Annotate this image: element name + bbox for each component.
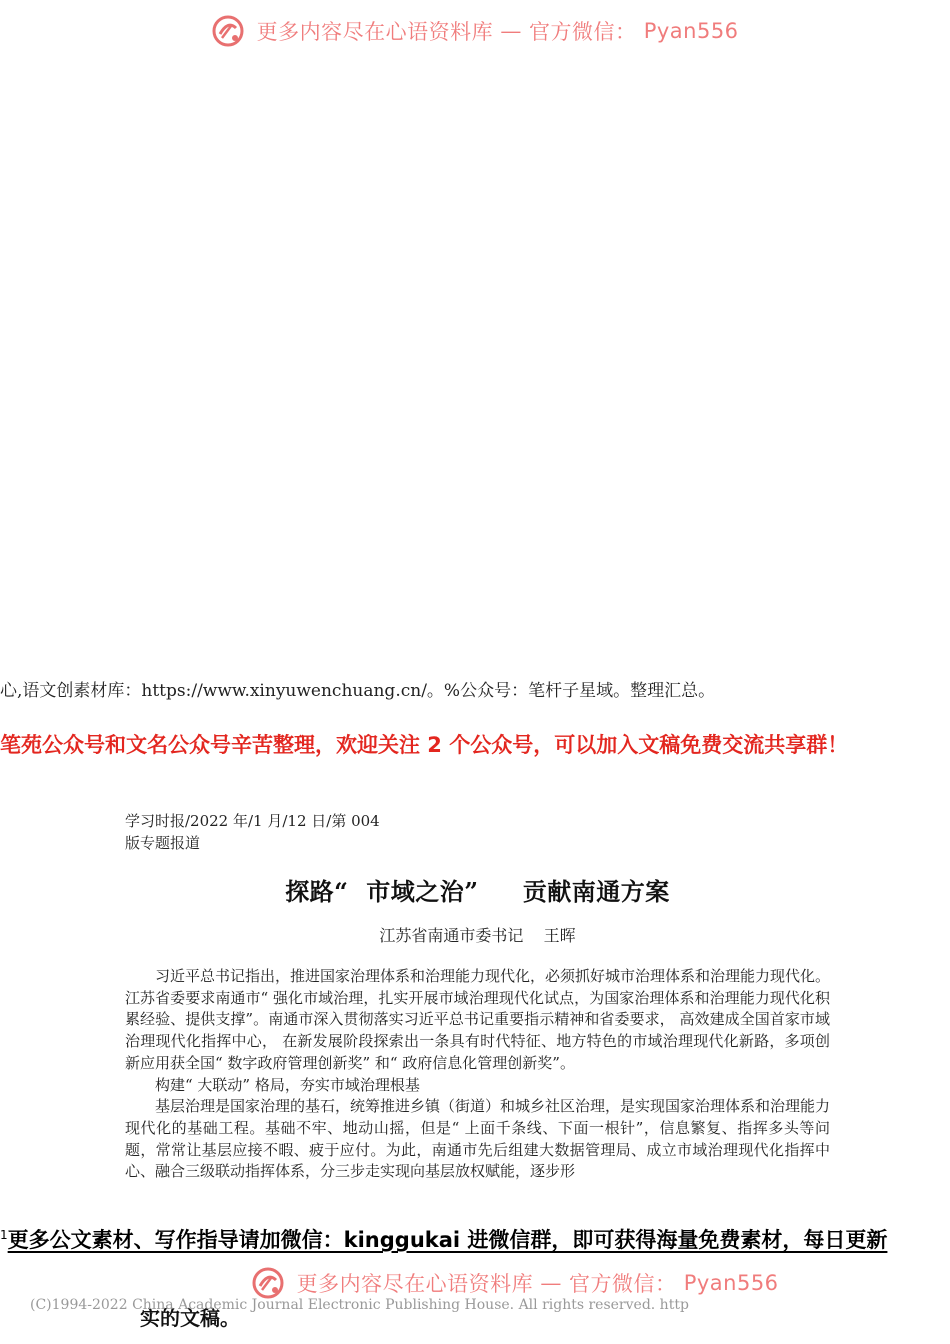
promo-line: 笔苑公众号和文名公众号辛苦整理，欢迎关注 2 个公众号，可以加入文稿免费交流共享群！ xyxy=(0,733,849,757)
watermark-footer xyxy=(40,1266,950,1300)
watermark-wechat-id: Pyan556 xyxy=(683,1271,779,1295)
paragraph: 基层治理是国家治理的基石，统筹推进乡镇（街道）和城乡社区治理，是实现国家治理体系和治理能力现代化的基础工程。基础不牢、地动山摇，但是“ 上面千条线、下面一根针”，信息繁复、指挥多头等问题，常常让基层应接不暇、疲于应付。为此，南通市先后组建大数据管理局、成立市域治理现代化指挥中心、融合三级联动指挥体系，分三步走实现向基层放权赋能，逐步形 xyxy=(125,1097,831,1181)
footnote-banner xyxy=(0,1224,950,1254)
source-line-2: 版专题报道 xyxy=(125,834,201,852)
watermark-wechat-label: 官方微信： xyxy=(529,20,637,44)
watermark-wechat-id: Pyan556 xyxy=(643,19,739,43)
article-author: 江苏省南通市委书记 王晖 xyxy=(379,926,576,945)
cut-off-text: 实的文稿。 xyxy=(140,1306,240,1330)
section-heading: 构建“ 大联动” 格局，夯实市域治理根基 xyxy=(155,1075,420,1094)
footnote-text: 更多公文素材、写作指导请加微信：kinggukai 进微信群，即可获得海量免费素材，每日更新 xyxy=(7,1228,888,1252)
watermark-brand: 更多内容尽在心语资料库 xyxy=(296,1272,534,1296)
brand-logo-icon xyxy=(211,14,245,48)
article xyxy=(125,810,830,1183)
article-source xyxy=(125,810,830,854)
watermark-separator: — xyxy=(540,1271,562,1295)
paragraph: 习近平总书记指出，推进国家治理体系和治理能力现代化，必须抓好城市治理体系和治理能力现代化。江苏省委要求南通市“ 强化市域治理，扎实开展市域治理现代化试点，为国家治理体系和治理能力现代化积累经验、提供支撑”。南通市深入贯彻落实习近平总书记重要指示精神和省委要求， 高效建成全国首家市域治理现代化指挥中心， 在新发展阶段探索出一条具有时代特征、地方特色的市域治理现代化新路，多项创新应用获全国“ 数字政府管理创新奖” 和“ 政府信息化管理创新奖”。 xyxy=(125,967,831,1072)
watermark-header xyxy=(0,14,950,48)
article-body xyxy=(125,966,830,1183)
notice-line: 心,语文创素材库：https://www.xinyuwenchuang.cn/。%公众号：笔杆子星域。整理汇总。 xyxy=(0,681,716,701)
copyright-notice: (C)1994-2022 China Academic Journal Electronic Publishing House. All rights reserved. http xyxy=(30,1297,689,1313)
footnote-marker: 1 xyxy=(0,1228,8,1242)
brand-logo-icon xyxy=(251,1266,285,1300)
watermark-wechat-label: 官方微信： xyxy=(569,1272,677,1296)
watermark-separator: — xyxy=(500,19,522,43)
watermark-brand: 更多内容尽在心语资料库 xyxy=(256,20,494,44)
article-title: 探路“ 市域之治” 贡献南通方案 xyxy=(285,877,670,906)
source-line-1: 学习时报/2022 年/1 月/12 日/第 004 xyxy=(125,812,380,830)
